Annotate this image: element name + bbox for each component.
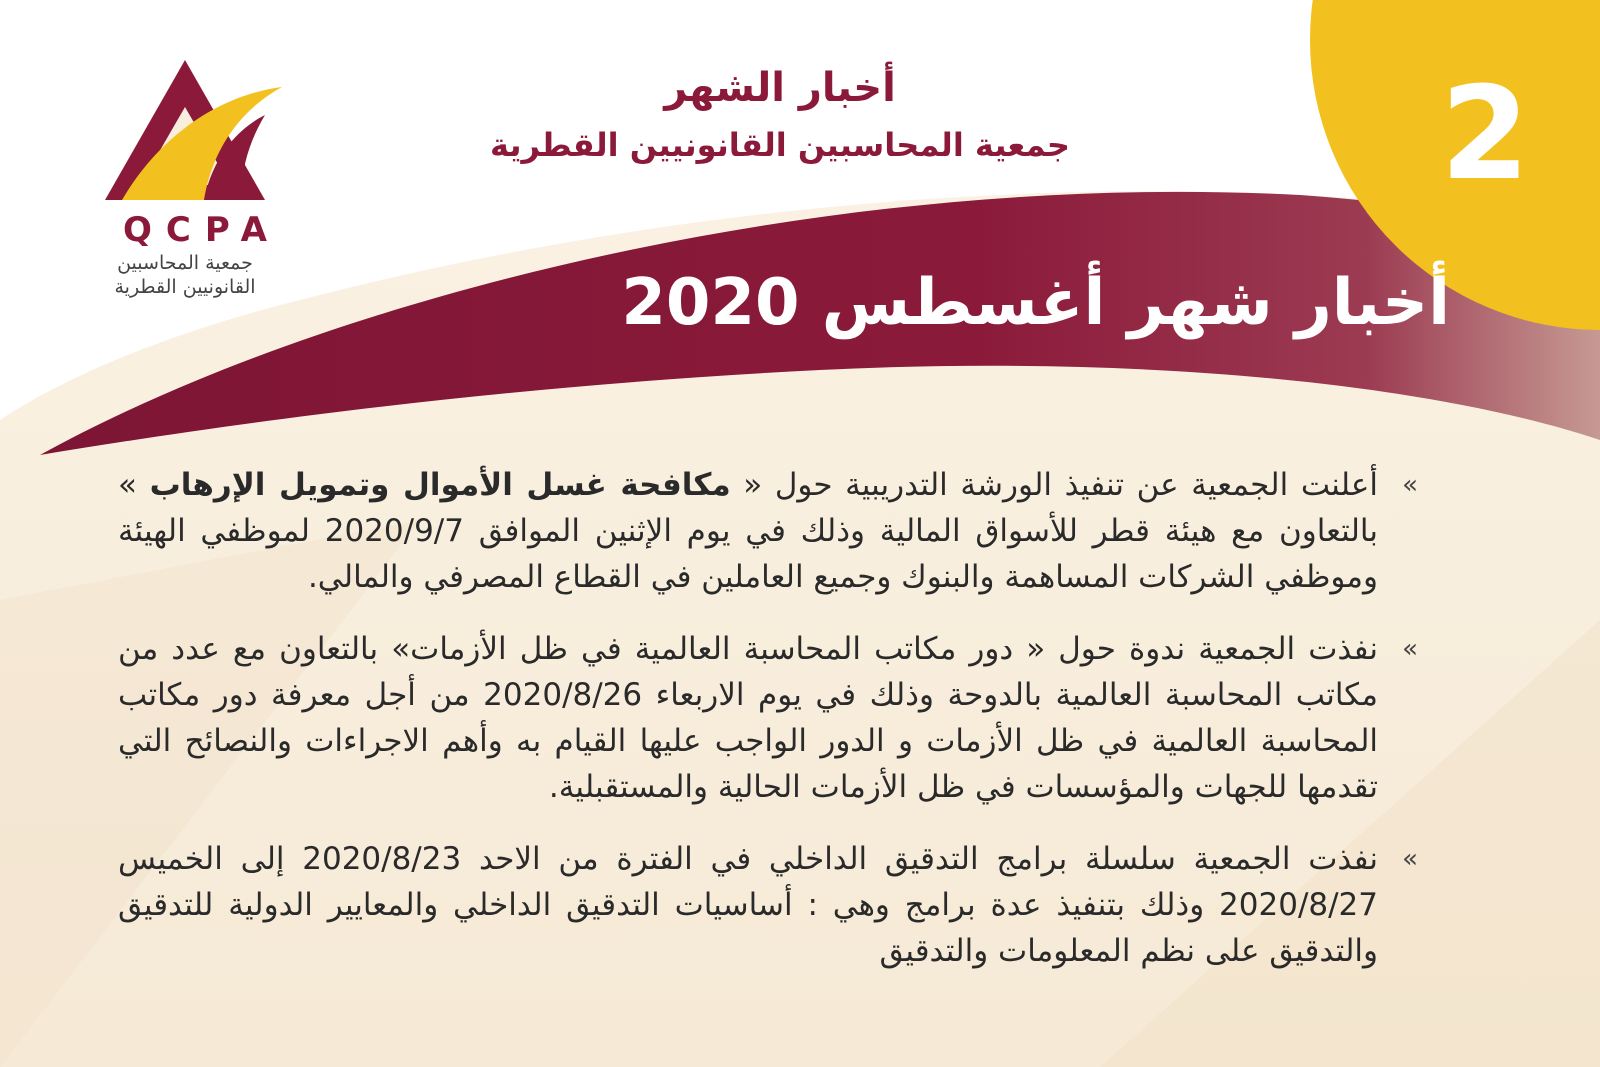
logo-mark-icon <box>100 55 290 205</box>
news-text-strong: مكافحة غسل الأموال وتمويل الإرهاب <box>149 467 731 503</box>
news-text: » بالتعاون مع هيئة قطر للأسواق المالية وذلك في يوم الإثنين الموافق 2020/9/7 لموظفي الهيئة وموظفي الشركات المساهمة والبنوك وجميع العاملين في القطاع المصرفي والمالي. <box>118 467 1378 595</box>
bullet-icon: » <box>1402 470 1418 500</box>
news-text: نفذت الجمعية ندوة حول « دور مكاتب المحاسبة العالمية في ظل الأزمات» بالتعاون مع عدد من مكاتب المحاسبة العالمية بالدوحة وذلك في يوم الاربعاء 2020/8/26 من أجل معرفة دور مكاتب المحاسبة العالمية في ظل الأزمات و الدور الواجب عليها القيام به وأهم الاجراءات والنصائح التي تقدمها للجهات والمؤسسات في ظل الأزمات الحالية والمستقبلية. <box>118 631 1378 805</box>
logo-arabic-line-1: جمعية المحاسبين <box>117 252 253 274</box>
news-list <box>118 462 1418 1000</box>
page-number: 2 <box>1440 60 1530 209</box>
banner-title: أخبار شهر أغسطس 2020 <box>621 266 1450 340</box>
bullet-icon: » <box>1402 634 1418 664</box>
news-text: أعلنت الجمعية عن تنفيذ الورشة التدريبية حول « <box>730 467 1378 503</box>
header-subtitle: جمعية المحاسبين القانونيين القطرية <box>490 126 1070 164</box>
header-title: أخبار الشهر <box>664 65 896 111</box>
bullet-icon: » <box>1402 844 1418 874</box>
news-item <box>118 836 1418 974</box>
news-text: نفذت الجمعية سلسلة برامج التدقيق الداخلي في الفترة من الاحد 2020/8/23 إلى الخميس 2020/8/27 وذلك بتنفيذ عدة برامج وهي : أساسيات التدقيق الداخلي والمعايير الدولية للتدقيق والتدقيق على نظم المعلومات والتدقيق <box>118 841 1378 969</box>
news-item <box>118 462 1418 600</box>
qcpa-logo <box>100 55 290 305</box>
logo-brand-text: QCPA <box>123 210 281 250</box>
logo-arabic-line-2: القانونيين القطرية <box>114 276 256 298</box>
news-item <box>118 626 1418 810</box>
